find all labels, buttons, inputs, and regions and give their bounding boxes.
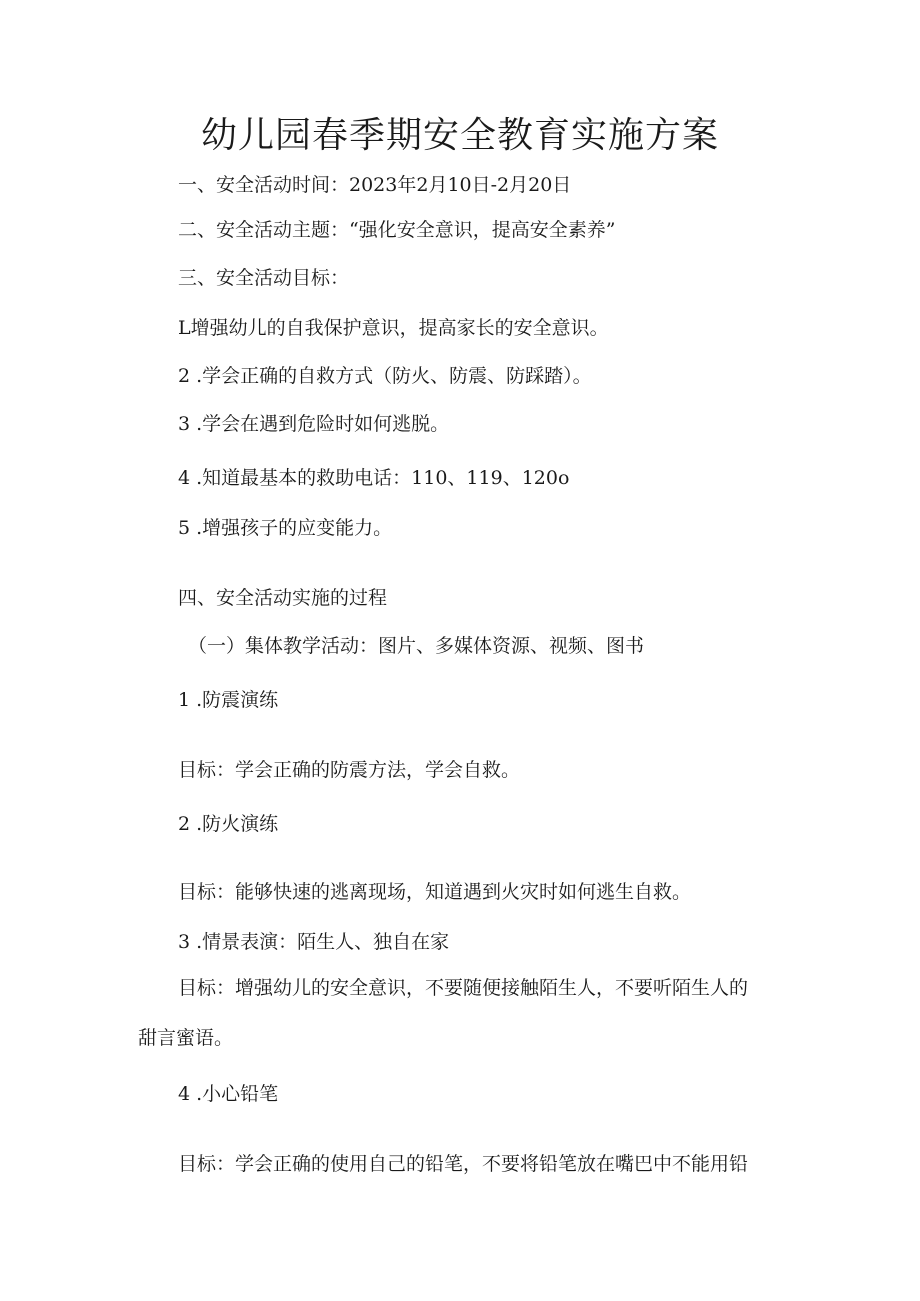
- process-heading: 四、安全活动实施的过程: [178, 587, 388, 609]
- activity-time: 一、安全活动时间：2023年2月10日-2月20日: [178, 174, 572, 196]
- goal-item: 3 .学会在遇到危险时如何逃脱。: [178, 413, 450, 435]
- goal-item: 4 .知道最基本的救助电话：110、119、120o: [178, 467, 570, 489]
- activity-item: 3 .情景表演：陌生人、独自在家: [178, 931, 450, 953]
- activity-theme: 二、安全活动主题：“强化安全意识，提高安全素养”: [178, 219, 616, 241]
- subsection-heading: （一）集体教学活动：图片、多媒体资源、视频、图书: [188, 635, 645, 657]
- activity-goals-heading: 三、安全活动目标：: [178, 267, 350, 289]
- activity-item: 1 .防震演练: [178, 689, 279, 711]
- goal-item: L增强幼儿的自我保护意识，提高家长的安全意识。: [178, 317, 609, 339]
- goal-item: 2 .学会正确的自救方式（防火、防震、防踩踏）。: [178, 365, 592, 387]
- activity-goal: 目标：能够快速的逃离现场，知道遇到火灾时如何逃生自救。: [178, 881, 692, 903]
- goal-item: 5 .增强孩子的应变能力。: [178, 517, 393, 539]
- activity-goal: 目标：学会正确的防震方法，学会自救。: [178, 759, 521, 781]
- activity-goal-continued: 甜言蜜语。: [138, 1027, 234, 1049]
- page-title: 幼儿园春季期安全教育实施方案: [200, 115, 719, 156]
- activity-item: 4 .小心铅笔: [178, 1083, 279, 1105]
- activity-goal: 目标：增强幼儿的安全意识，不要随便接触陌生人，不要听陌生人的: [178, 977, 749, 999]
- activity-goal: 目标：学会正确的使用自己的铅笔，不要将铅笔放在嘴巴中不能用铅: [178, 1153, 749, 1175]
- activity-item: 2 .防火演练: [178, 813, 279, 835]
